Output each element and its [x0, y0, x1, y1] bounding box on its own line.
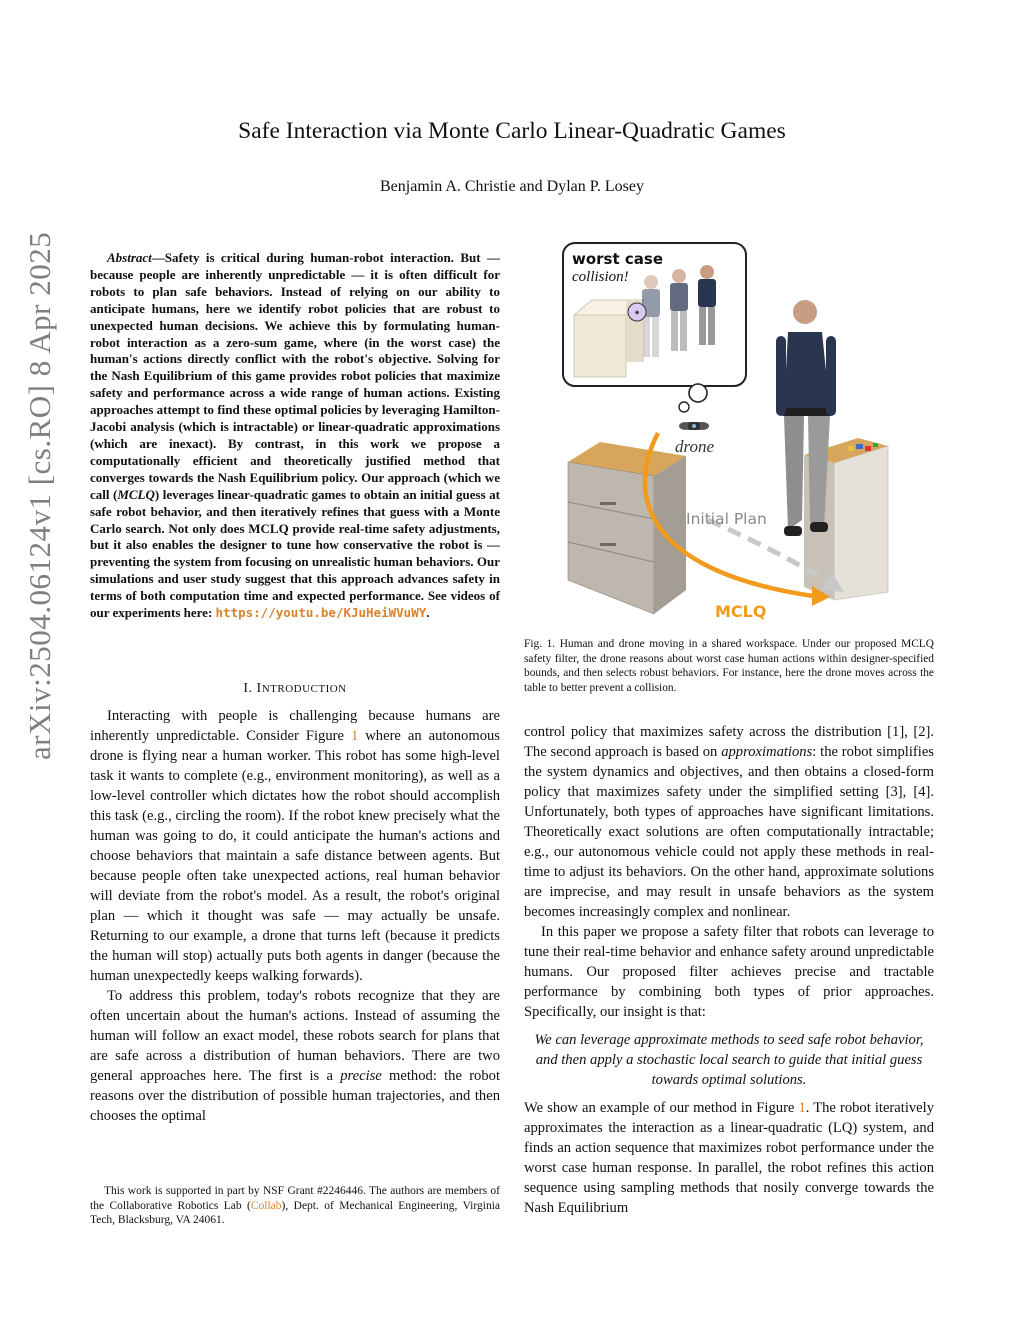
worst-case-label: worst case: [572, 250, 663, 268]
section-heading: [90, 681, 500, 697]
initial-plan-label: Initial Plan: [686, 510, 767, 528]
section-rest: NTRODUCTION: [261, 683, 347, 695]
collision-label: collision!: [572, 269, 629, 285]
left-column: [90, 706, 500, 1126]
abstract-mclq: MCLQ: [117, 486, 155, 502]
right-column: [524, 722, 934, 1218]
drone-label: drone: [675, 437, 715, 456]
figure-caption: Fig. 1. Human and drone moving in a shared workspace. Under our proposed MCLQ safety filter, the drone reasons about worst case human actions within designer-specified bounds, and then selects robust behaviors. For instance, here the drone moves across the table to better prevent a collision.: [524, 638, 934, 694]
abstract-end: .: [426, 605, 430, 621]
intro-paragraph-2: To address this problem, today's robots recognize that they are often uncertain about the human's actions. Instead of assuming the human will follow an exact model, these robots search for plans that are safe across a distribution of human behaviors. There are two general approaches here. The first is a precise method: the robot reasons over the distribution of possible human trajectories, and then chooses the optimal: [90, 988, 500, 1124]
left-cabinet: [568, 442, 686, 614]
right-paragraph-3: We show an example of our method in Figure 1. The robot iteratively approximates the interaction as a linear-quadratic (LQ) system, and finds an action sequence that maximizes robot performance under the worst case human response. In parallel, the robot refines this action sequence using sampling methods that nosily converge towards the Nash Equilibrium: [524, 1100, 934, 1216]
abstract-text: Safety is critical during human-robot interaction. But — because people are inherently unpredictable — it is often difficult for robots to plan safe behaviors. Instead of relying on our ability to anticipate humans, here we identify robot policies that are robust to unexpected human decisions. We achieve this by formulating human-robot interaction as a zero-sum game, where (in the worst case) the human's actions directly conflict with the robot's objective. Solving for the Nash Equilibrium of this game provides robot policies that maximize safety and performance across a wide range of human actions. Existing approaches attempt to find these optimal policies by leveraging Hamilton-Jacobi analysis (which is intractable) or linear-quadratic approximations (which are inexact). By contrast, in this work we propose a computationally efficient and theoretically justified method that converges towards the Nash Equilibrium policy. Our approach (which we call: [90, 250, 500, 502]
collab-link[interactable]: Collab: [250, 1199, 282, 1212]
figure-ref-link[interactable]: 1: [350, 728, 359, 744]
section-first: I: [256, 681, 262, 696]
figure-ref-link-2[interactable]: 1: [798, 1100, 806, 1116]
footnote: This work is supported in part by NSF Grant #2246446. The authors are members of the Collaborative Robotics Lab (Collab), Dept. of Mechanical Engineering, Virginia Tech, Blacksburg, VA 24061.: [90, 1185, 500, 1226]
abstract-label: Abstract: [107, 250, 152, 265]
drone-icon: [679, 422, 709, 430]
mclq-label: MCLQ: [715, 602, 767, 621]
abstract: Abstract—Safety is critical during human-robot interaction. But — because people are inherently unpredictable — it is often difficult for robots to plan safe behaviors. Instead of relying on our ability to anticipate humans, here we identify robot policies that are robust to unexpected human decisions. We achieve this by formulating human-robot interaction as a zero-sum game, where (in the worst case) the human's actions directly conflict with the robot's objective. Solving for the Nash Equilibrium of this game provides robot policies that maximize safety and performance across a wide range of human actions. Existing approaches attempt to find these optimal policies by leveraging Hamilton-Jacobi analysis (which is intractable) or linear-quadratic approximations (which are inexact). By contrast, in this work we propose a computationally efficient and theoretically justified method that converges towards the Nash Equilibrium policy. Our approach (which we call (MCLQ) leverages linear-quadratic games to obtain an initial guess at safe robot behavior, and then iteratively refines that guess with a Monte Carlo search. Not only does MCLQ provide real-time safety adjustments, but it also enables the designer to tune how conservative the robot is — preventing the system from focusing on unrealistic human behaviors. Our simulations and user study suggest that this approach advances safety in terms of both computation time and expected performance. See videos of our experiments here: https://youtu.be/KJuHeiWVuWY.: [90, 250, 500, 621]
right-paragraph-2: In this paper we propose a safety filter that robots can leverage to tune their real-time behavior and enhance safety around unpredictable humans. Our proposed filter achieves precise and tractable performance by combining both types of prior approaches. Specifically, our insight is that:: [524, 924, 934, 1020]
video-link[interactable]: https://youtu.be/KJuHeiWVuWY: [215, 605, 427, 621]
figure-illustration: [558, 240, 938, 622]
insight-quote: We can leverage approximate methods to seed safe robot behavior, and then apply a stochastic local search to guide that initial guess towards optimal solutions.: [534, 1032, 924, 1088]
paper-authors: Benjamin A. Christie and Dylan P. Losey: [380, 178, 644, 195]
svg-text:✷: ✷: [634, 309, 640, 317]
paper-title: Safe Interaction via Monte Carlo Linear-Quadratic Games: [238, 118, 786, 144]
right-paragraph-1: control policy that maximizes safety across the distribution [1], [2]. The second approach is based on approximations: the robot simplifies the system dynamics and objectives, and then obtains a closed-form policy that maximizes safety under the simplified setting [3], [4]. Unfortunately, both types of approaches have significant limitations. Theoretically exact solutions are often computationally intractable; e.g., our autonomous vehicle could not apply these methods in real-time to adjust its behaviors. On the other hand, approximate solutions are imprecise, and may result in unsafe behaviors as the system becomes increasingly complex and nonlinear.: [524, 724, 934, 920]
arxiv-id-text: arXiv:2504.06124v1 [cs.RO] 8 Apr 2025: [22, 231, 57, 760]
section-numeral: I.: [243, 681, 253, 696]
figure-1: [558, 240, 938, 622]
intro-paragraph-1: Interacting with people is challenging because humans are inherently unpredictable. Consider Figure 1 where an autonomous drone is flying near a human worker. This robot has some high-level task it wants to complete (e.g., environment monitoring), as well as a low-level controller which dictates how the robot should accomplish this task (e.g., circling the room). If the robot knew precisely what the human was going to do, it could anticipate the human's actions and choose behaviors that maintain a safe distance between agents. But because people often take unexpected actions, real human behavior will deviate from the robot's model. As a result, the robot's original plan — which it thought was safe — may actually be unsafe. Returning to our example, a drone that turns left (because it predicts the human will stop) actually puts both agents in danger (because the human unexpectedly keeps walking forwards).: [90, 708, 500, 984]
abstract-text2: ) leverages linear-quadratic games to obtain an initial guess at safe robot behavior, and then iteratively refines that guess with a Monte Carlo search. Not only does MCLQ provide real-time safety adjustments, but it also enables the designer to tune how conservative the robot is — preventing the system from focusing on unrealistic human behaviors. Our simulations and user study suggest that this approach advances safety in terms of both computation time and expected performance. See videos of our experiments here:: [90, 486, 500, 621]
abstract-dash: —: [151, 250, 165, 265]
